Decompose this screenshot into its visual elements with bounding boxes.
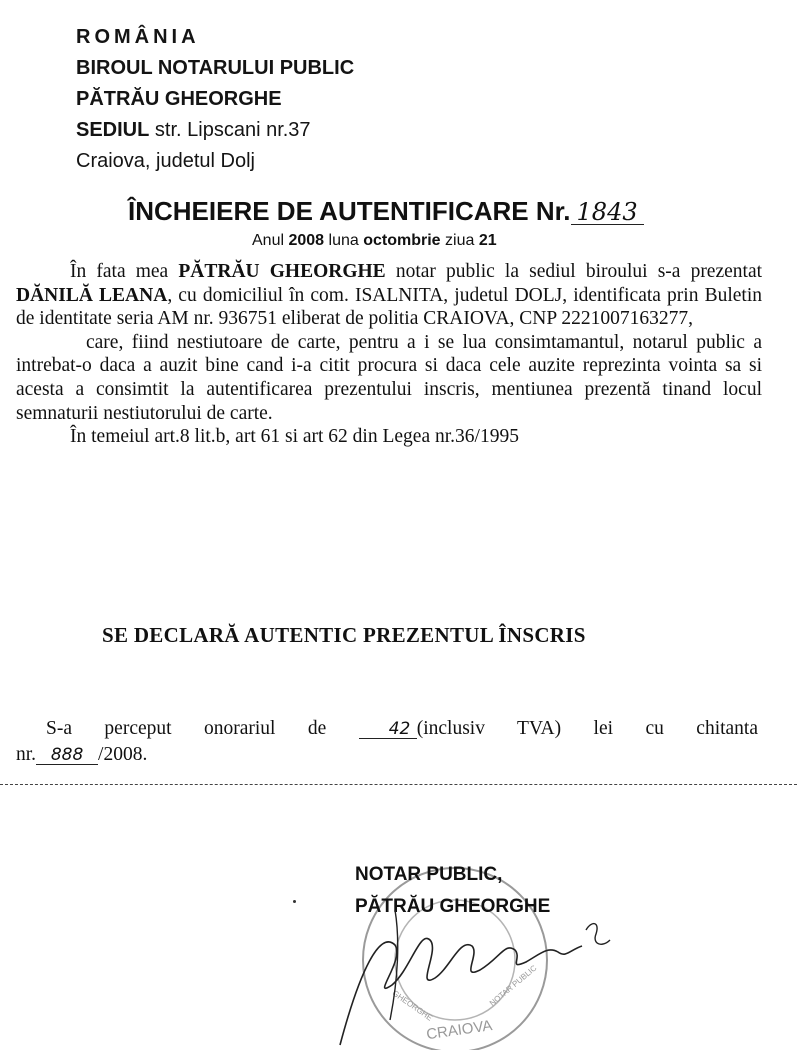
paragraph-legal-basis: În temeiul art.8 lit.b, art 61 si art 62 din Legea nr.36/1995	[70, 426, 519, 448]
seal-city: CRAIOVA	[425, 1017, 494, 1044]
fee-prefix: S-a perceput onorariul de	[46, 718, 327, 739]
p1-person-name: DĂNILĂ LEANA	[16, 284, 168, 306]
signature-role: NOTAR PUBLIC,	[355, 864, 503, 885]
document-title	[128, 196, 644, 227]
signature-name: PĂTRĂU GHEORGHE	[355, 896, 551, 917]
p1-text-c: , cu domiciliul în com. ISALNITA, judetul DOLJ, identificata prin Buletin de identitate seria AM nr. 936751 eliberat de politia CRAIOVA, CNP 2221007163277,	[16, 284, 763, 330]
seal-ring-left-text: GHEORGHE	[390, 988, 435, 1023]
receipt-suffix: /2008.	[98, 744, 148, 765]
signature-tail	[586, 924, 610, 945]
notary-signature-block	[300, 850, 620, 1050]
title-text: ÎNCHEIERE DE AUTENTIFICARE Nr.	[128, 196, 571, 226]
date-month-label: luna	[328, 232, 359, 249]
registration-number: 1843	[571, 200, 644, 225]
p1-notary-name: PĂTRĂU GHEORGHE	[178, 261, 386, 282]
date-year: 2008	[288, 232, 325, 249]
seal-ring-right-text: NOTAR PUBLIC	[487, 963, 539, 1008]
declaration-heading: SE DECLARĂ AUTENTIC PREZENTUL ÎNSCRIS	[102, 623, 586, 647]
fee-paragraph	[16, 716, 758, 768]
paragraph-consent: care, fiind nestiutoare de carte, pentru a i se lua consimtamantul, notarul public a intrebat-o daca a auzit bine cand i-a citit procura si daca cele auzite reprezinta vointa sa si acesta a consimtit la autentificarea prezentului inscris, mentiunea prezentă tinand locul semnaturii nestiutorului de carte.	[16, 331, 762, 424]
receipt-prefix: nr.	[16, 744, 37, 765]
fee-amount: 42	[359, 720, 417, 739]
separator-rule	[0, 784, 797, 785]
seat-label: SEDIUL	[76, 119, 150, 141]
date-month: octombrie	[363, 232, 441, 249]
seat-address: str. Lipscani nr.37	[154, 119, 311, 141]
receipt-number: 888	[36, 746, 98, 765]
notary-name: PĂTRĂU GHEORGHE	[76, 88, 282, 110]
seat-line	[76, 115, 354, 146]
document-body	[16, 260, 762, 449]
p1-text-b: notar public la sediul biroului s-a prezentat	[395, 261, 763, 282]
date-prefix: Anul	[252, 232, 285, 249]
date-day: 21	[478, 232, 497, 249]
paragraph-appearance	[16, 260, 762, 331]
country-name: ROMÂNIA	[76, 26, 200, 48]
notary-header	[76, 22, 354, 177]
city-line: Craiova, judetul Dolj	[76, 150, 255, 172]
office-name: BIROUL NOTARULUI PUBLIC	[76, 57, 355, 79]
scan-speck	[293, 900, 296, 903]
date-line	[252, 232, 497, 250]
p1-text-a: În fata mea	[70, 261, 169, 282]
fee-middle: (inclusiv TVA) lei cu chitanta	[416, 718, 759, 739]
date-day-label: ziua	[445, 232, 475, 249]
